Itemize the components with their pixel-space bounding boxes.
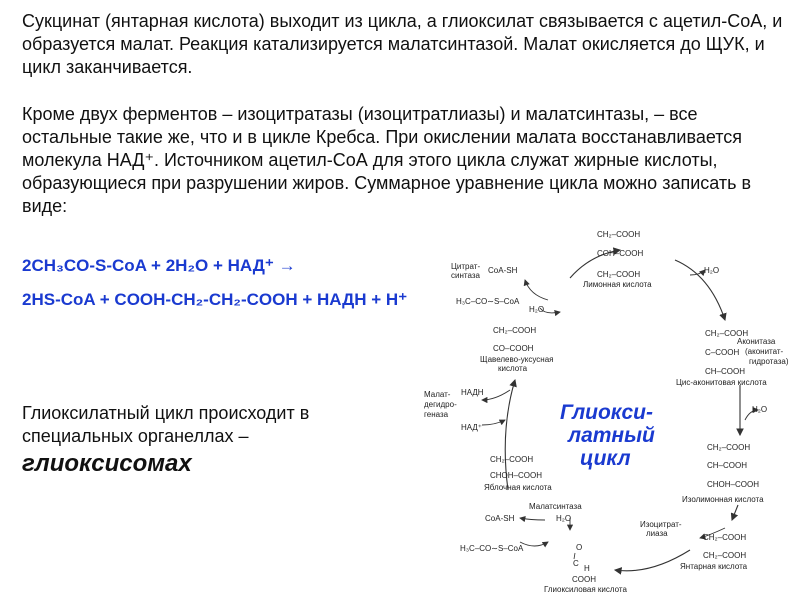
cycle-title-1: Глиокси- (560, 401, 653, 424)
citrate-synthase-label-1: Цитрат- (451, 262, 481, 271)
succinate-formula-1: CH₂–COOH (703, 533, 747, 542)
aconitase-label-3: гидротаза) (749, 357, 789, 366)
h2o-top-left: H₂O (529, 305, 545, 314)
malate-formula-1: CH₂–COOH (490, 455, 534, 464)
succinate-formula-2: CH₂–COOH (703, 551, 747, 560)
equation-products: 2HS-CoA + COOH-CH₂-CH₂-COOH + НАДН + Н⁺ (22, 290, 408, 309)
cycle-title-3: цикл (580, 447, 631, 470)
oxaloacetate-formula-2: CO–COOH (493, 344, 534, 353)
cis-aconitate-formula-3: CH–COOH (705, 367, 746, 376)
acetyl-coa-bottom: H₃C–CO∼S–CoA (460, 544, 524, 553)
citrate-name: Лимонная кислота (583, 280, 652, 289)
isocitrate-lyase-label-1: Изоцитрат- (640, 520, 682, 529)
cycle-title-2: латный (568, 424, 655, 447)
malate-formula-2: CHOH–COOH (490, 471, 543, 480)
paragraph-succinate-exit: Сукцинат (янтарная кислота) выходит из цикла, а глиоксилат связывается с ацетил-СоА, и образуется малат. Реакция катализируется малатсинтазой. Малат окисляется до ЩУК, и цикл заканчивается. (22, 11, 783, 77)
coa-sh-top: CoA-SH (488, 266, 518, 275)
cis-aconitate-formula-2: C–COOH (705, 348, 740, 357)
malate-dehydrogenase-label-3: геназа (424, 410, 449, 419)
succinate-name: Янтарная кислота (680, 562, 748, 571)
glyoxylate-formula-o: O (576, 543, 583, 552)
citrate-synthase-label-2: синтаза (451, 271, 480, 280)
citrate-formula-3: CH₂–COOH (597, 270, 641, 279)
h2o-right: H₂O (752, 405, 768, 414)
glyoxysome-term: глиоксисомах (22, 450, 192, 477)
glyoxylate-name: Глиоксиловая кислота (544, 585, 627, 594)
malate-synthase-label: Малатсинтаза (529, 502, 582, 511)
isocitrate-lyase-label-2: лиаза (646, 529, 668, 538)
h2o-bottom: H₂O (556, 514, 572, 523)
oxaloacetate-formula-1: CH₂–COOH (493, 326, 537, 335)
glyoxylate-formula-c: C (573, 559, 579, 568)
cis-aconitate-formula-1: CH₂–COOH (705, 329, 749, 338)
citrate-formula-2: COH–COOH (597, 249, 644, 258)
aconitase-label-1: Аконитаза (737, 337, 776, 346)
oxaloacetate-name-2: кислота (498, 364, 528, 373)
h2o-top-right: H₂O (704, 266, 720, 275)
glyoxylate-formula-h: H (584, 564, 590, 573)
paragraph-enzymes-summary: Кроме двух ферментов – изоцитратазы (изоцитратлиазы) и малатсинтазы, – все остальные такие же, что и в цикле Кребса. При окислении малата восстанавливается молекула НАД⁺. Источником ацетил-СоА для этого цикла служат жирные кислоты, образующиеся при разрушении жиров. Суммарное уравнение цикла можно записать в виде: (22, 104, 752, 216)
nad-label: НАД⁺ (461, 423, 483, 432)
coa-sh-bottom: CoA-SH (485, 514, 515, 523)
isocitrate-formula-3: CHOH–COOH (707, 480, 760, 489)
glyoxylate-cycle-diagram (420, 220, 800, 600)
citrate-formula-1: CH₂–COOH (597, 230, 641, 239)
nadh-label: НАДН (461, 388, 484, 397)
isocitrate-formula-2: CH–COOH (707, 461, 748, 470)
isocitrate-name: Изолимонная кислота (682, 495, 764, 504)
equation-reactants: 2CH₃CO-S-CoA + 2H₂O + НАД⁺ → (22, 256, 296, 275)
cis-aconitate-name: Цис-аконитовая кислота (676, 378, 767, 387)
oxaloacetate-name-1: Щавелево-уксусная (480, 355, 554, 364)
aconitase-label-2: (аконитат- (745, 347, 784, 356)
malate-name: Яблочная кислота (484, 483, 552, 492)
malate-dehydrogenase-label-2: дегидро- (424, 400, 457, 409)
paragraph-location: Глиоксилатный цикл происходит в специальных органеллах – (22, 403, 310, 446)
glyoxylate-formula-cooh: COOH (572, 575, 596, 584)
isocitrate-formula-1: CH₂–COOH (707, 443, 751, 452)
malate-dehydrogenase-label-1: Малат- (424, 390, 451, 399)
acetyl-coa-top: H₃C–CO∼S–CoA (456, 297, 520, 306)
